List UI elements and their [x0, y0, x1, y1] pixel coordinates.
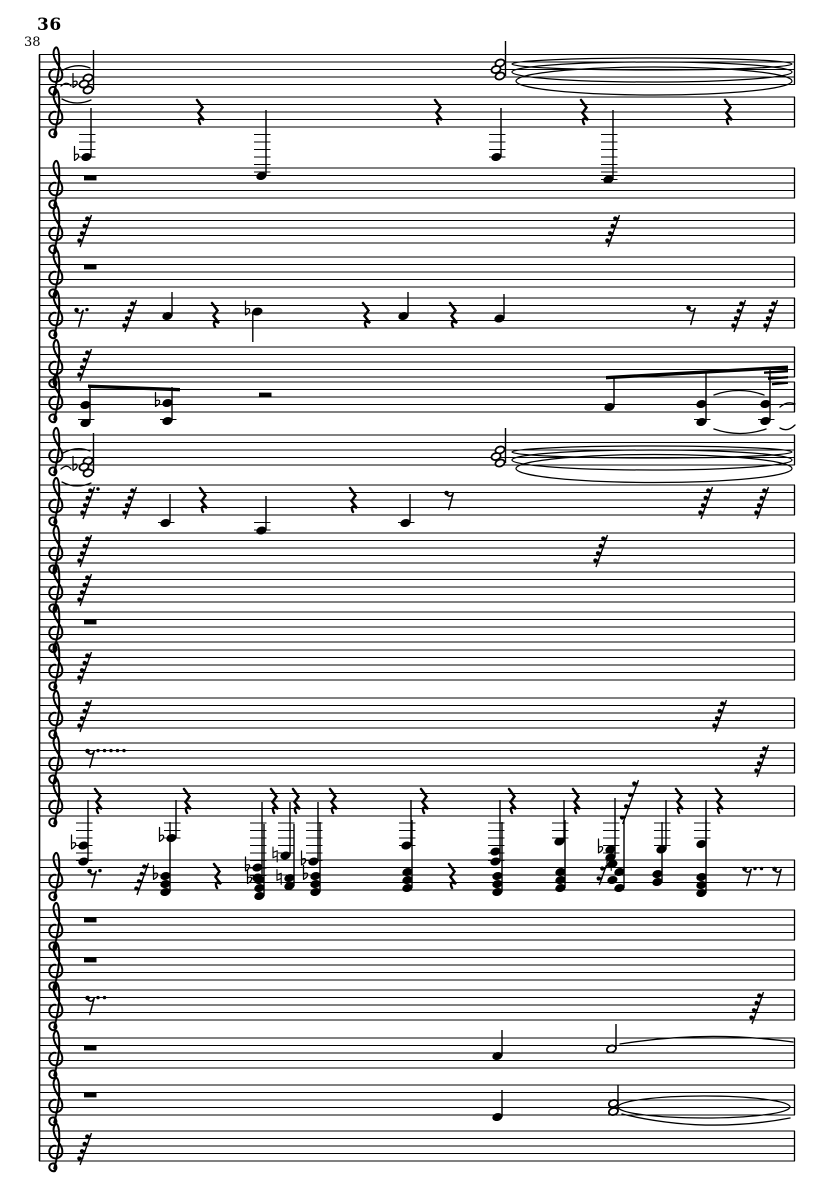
sixteenth-rest	[754, 745, 768, 777]
whole-rest	[84, 958, 97, 963]
note	[254, 110, 271, 181]
staff-24	[39, 1124, 795, 1171]
staff-23	[39, 1078, 795, 1125]
staff-12	[39, 565, 795, 612]
beam	[88, 385, 180, 392]
note	[758, 367, 775, 426]
staff-15	[39, 691, 795, 738]
tie-arc	[714, 391, 764, 396]
staff-14	[39, 643, 795, 690]
tied-chord	[490, 41, 505, 81]
sixteenth-rest	[77, 215, 91, 247]
note	[398, 494, 415, 528]
tie-oval	[512, 58, 792, 70]
staff-11	[39, 526, 795, 573]
staff-2	[39, 90, 795, 184]
tie-oval	[512, 446, 792, 458]
sixteenth-rest	[77, 652, 91, 684]
note	[552, 800, 569, 846]
staff-5	[39, 250, 795, 297]
tie-oval	[516, 455, 792, 483]
sixteenth-rest	[749, 992, 763, 1024]
sixteenth-rest	[77, 349, 91, 381]
sixteenth-rest	[77, 535, 91, 567]
eighth-rest	[74, 308, 88, 327]
note	[696, 820, 707, 898]
measure-number: 38	[24, 35, 41, 50]
sixteenth-rest	[122, 300, 136, 332]
note	[694, 800, 711, 849]
sixteenth-rest	[698, 487, 712, 519]
note	[398, 292, 409, 321]
staff-4	[39, 206, 795, 253]
whole-rest	[84, 1046, 97, 1051]
sixteenth-rest	[605, 215, 619, 247]
note	[599, 798, 620, 862]
note	[156, 387, 177, 426]
note	[246, 301, 263, 342]
staff-6	[39, 291, 795, 342]
tie-oval	[516, 67, 792, 95]
tie-arc	[714, 429, 766, 434]
note	[492, 1090, 503, 1122]
note	[399, 800, 416, 850]
quarter-rest	[450, 303, 457, 327]
note	[254, 496, 271, 535]
staff-9	[39, 428, 795, 486]
note	[78, 387, 95, 428]
note	[162, 292, 173, 321]
staff-10	[39, 478, 795, 535]
staff-22	[39, 1024, 795, 1078]
eighth-rest	[686, 306, 695, 325]
note	[154, 822, 171, 897]
tie-oval	[512, 450, 792, 470]
staff-18	[39, 820, 795, 901]
tie-oval	[512, 62, 792, 82]
sixteenth-rest	[80, 487, 99, 519]
tied-chord	[61, 433, 94, 486]
note	[694, 371, 711, 427]
note	[158, 494, 175, 528]
staff-17	[39, 779, 795, 882]
note	[72, 800, 93, 866]
staff-13	[39, 605, 795, 652]
tie-arc	[780, 425, 795, 430]
staff-3	[39, 161, 795, 208]
beam	[764, 370, 788, 374]
half-note	[608, 1085, 619, 1116]
whole-rest	[84, 265, 97, 270]
sixteenth-rest	[754, 487, 768, 519]
page-number: 36	[37, 15, 62, 35]
sixteenth-rest	[77, 700, 91, 732]
whole-rest	[84, 176, 97, 181]
sixteenth-rest	[77, 1133, 91, 1165]
whole-rest	[84, 1093, 97, 1098]
whole-rest	[84, 620, 97, 625]
sixteenth-rest	[77, 574, 91, 606]
whole-rest	[84, 918, 97, 923]
sixteenth-rest	[620, 780, 639, 824]
half-rest	[259, 393, 272, 397]
note	[652, 822, 663, 887]
half-note	[606, 1024, 617, 1054]
staff-8	[39, 366, 795, 434]
eighth-rest	[87, 869, 101, 888]
sixteenth-rest	[712, 700, 726, 732]
staff-20	[39, 943, 795, 990]
note	[75, 108, 96, 162]
quarter-rest	[212, 303, 219, 327]
staff-19	[39, 903, 795, 950]
staff-21	[39, 983, 795, 1030]
sixteenth-rest	[593, 535, 607, 567]
staff-16	[39, 736, 795, 783]
note	[273, 802, 295, 862]
tied-chord	[490, 428, 505, 468]
sixteenth-rest	[122, 487, 136, 519]
note	[601, 110, 618, 184]
staff-7	[39, 340, 795, 387]
staff-1	[39, 41, 795, 103]
sixteenth-rest	[763, 300, 777, 332]
note	[489, 108, 506, 162]
note	[604, 378, 615, 412]
quarter-rest	[363, 303, 370, 327]
sixteenth-rest	[731, 300, 745, 332]
